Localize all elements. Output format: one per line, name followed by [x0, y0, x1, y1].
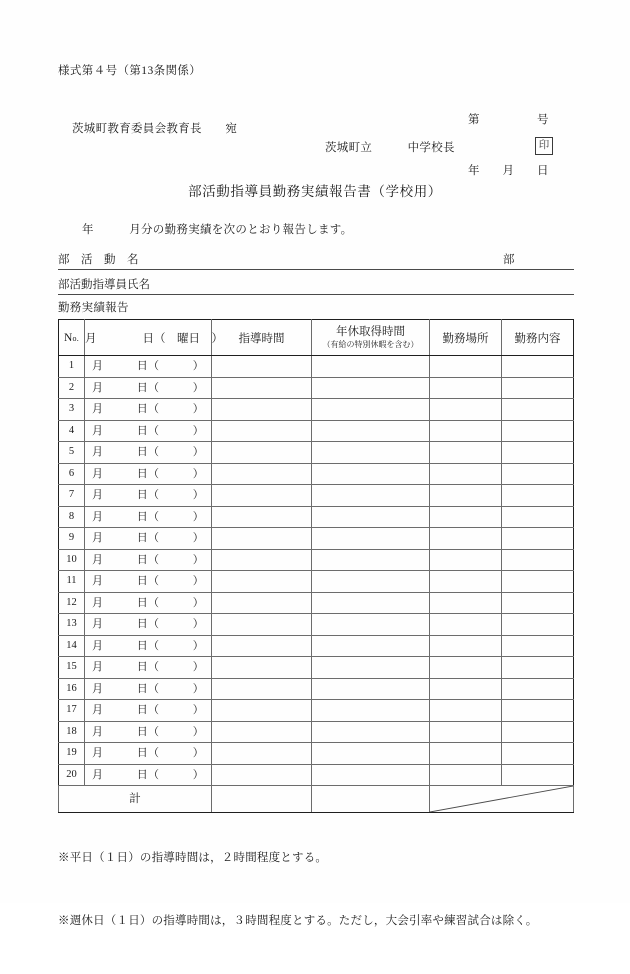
row-date-cell[interactable]: 月 日（ ） — [85, 485, 212, 507]
column-header-hours: 指導時間 — [212, 320, 312, 356]
row-number: 7 — [59, 485, 85, 507]
row-work-cell[interactable] — [502, 571, 574, 593]
table-row — [59, 356, 574, 378]
row-number: 3 — [59, 399, 85, 421]
row-work-cell[interactable] — [502, 721, 574, 743]
row-number: 16 — [59, 678, 85, 700]
row-place-cell[interactable] — [430, 463, 502, 485]
row-hours-cell[interactable] — [212, 377, 312, 399]
row-date-cell[interactable]: 月 日（ ） — [85, 549, 212, 571]
table-row — [59, 764, 574, 786]
row-work-cell[interactable] — [502, 442, 574, 464]
form-code: 様式第４号（第13条関係） — [58, 65, 202, 77]
notes-block — [58, 806, 537, 974]
row-leave-cell[interactable] — [312, 764, 430, 786]
row-work-cell[interactable] — [502, 356, 574, 378]
row-place-cell[interactable] — [430, 721, 502, 743]
instructor-name-label: 部活動指導員氏名 — [58, 279, 150, 291]
table-row — [59, 614, 574, 636]
row-hours-cell[interactable] — [212, 420, 312, 442]
row-place-cell[interactable] — [430, 442, 502, 464]
row-number: 5 — [59, 442, 85, 464]
row-hours-cell[interactable] — [212, 592, 312, 614]
row-work-cell[interactable] — [502, 485, 574, 507]
row-hours-cell[interactable] — [212, 700, 312, 722]
row-work-cell[interactable] — [502, 399, 574, 421]
row-number: 1 — [59, 356, 85, 378]
row-number: 9 — [59, 528, 85, 550]
table-row — [59, 442, 574, 464]
row-leave-cell[interactable] — [312, 678, 430, 700]
table-row — [59, 549, 574, 571]
row-date-cell[interactable]: 月 日（ ） — [85, 399, 212, 421]
club-name-suffix: 部 — [503, 254, 515, 266]
row-number: 15 — [59, 657, 85, 679]
column-header-date: 月 日（ 曜日 ） — [85, 320, 212, 356]
table-row — [59, 399, 574, 421]
table-row — [59, 657, 574, 679]
row-place-cell[interactable] — [430, 614, 502, 636]
table-row — [59, 528, 574, 550]
row-place-cell[interactable] — [430, 635, 502, 657]
row-number: 4 — [59, 420, 85, 442]
row-place-cell[interactable] — [430, 420, 502, 442]
row-hours-cell[interactable] — [212, 614, 312, 636]
table-row — [59, 377, 574, 399]
row-hours-cell[interactable] — [212, 528, 312, 550]
row-leave-cell[interactable] — [312, 356, 430, 378]
row-work-cell[interactable] — [502, 657, 574, 679]
row-hours-cell[interactable] — [212, 442, 312, 464]
row-number: 13 — [59, 614, 85, 636]
row-work-cell[interactable] — [502, 678, 574, 700]
row-work-cell[interactable] — [502, 743, 574, 765]
row-place-cell[interactable] — [430, 700, 502, 722]
row-leave-cell[interactable] — [312, 528, 430, 550]
row-place-cell[interactable] — [430, 506, 502, 528]
document-number: 第 号 — [468, 114, 549, 126]
row-number: 18 — [59, 721, 85, 743]
row-number: 11 — [59, 571, 85, 593]
work-record-table — [58, 319, 574, 813]
row-hours-cell[interactable] — [212, 356, 312, 378]
row-place-cell[interactable] — [430, 678, 502, 700]
row-hours-cell[interactable] — [212, 657, 312, 679]
row-place-cell[interactable] — [430, 549, 502, 571]
row-hours-cell[interactable] — [212, 678, 312, 700]
document-date: 年 月 日 — [468, 165, 549, 177]
table-row — [59, 592, 574, 614]
table-row — [59, 506, 574, 528]
row-date-cell[interactable]: 月 日（ ） — [85, 743, 212, 765]
row-number: 19 — [59, 743, 85, 765]
addressee-line: 茨城町教育委員会教育長 宛 — [72, 123, 238, 135]
table-row — [59, 571, 574, 593]
row-date-cell[interactable]: 月 日（ ） — [85, 528, 212, 550]
row-leave-cell[interactable] — [312, 377, 430, 399]
column-header-no-prefix: N — [64, 331, 73, 344]
row-number: 20 — [59, 764, 85, 786]
row-place-cell[interactable] — [430, 356, 502, 378]
row-number: 8 — [59, 506, 85, 528]
page-title: 部活動指導員勤務実績報告書（学校用） — [188, 184, 442, 199]
row-hours-cell[interactable] — [212, 764, 312, 786]
section-label: 勤務実績報告 — [58, 302, 129, 314]
column-header-place: 勤務場所 — [430, 320, 502, 356]
table-row — [59, 721, 574, 743]
note-weekend: ※週休日（１日）の指導時間は，３時間程度とする。ただし，大会引率や練習試合は除く。 — [58, 915, 538, 927]
row-leave-cell[interactable] — [312, 635, 430, 657]
table-row — [59, 678, 574, 700]
row-date-cell[interactable]: 月 日（ ） — [85, 700, 212, 722]
row-work-cell[interactable] — [502, 420, 574, 442]
column-header-no — [59, 320, 85, 356]
table-row — [59, 635, 574, 657]
row-leave-cell[interactable] — [312, 485, 430, 507]
seal-stamp-box: 印 — [535, 137, 553, 155]
row-leave-cell[interactable] — [312, 592, 430, 614]
row-hours-cell[interactable] — [212, 463, 312, 485]
row-work-cell[interactable] — [502, 377, 574, 399]
row-place-cell[interactable] — [430, 399, 502, 421]
table-row — [59, 485, 574, 507]
total-label: 計 — [59, 786, 212, 813]
row-hours-cell[interactable] — [212, 506, 312, 528]
row-work-cell[interactable] — [502, 506, 574, 528]
row-date-cell[interactable]: 月 日（ ） — [85, 356, 212, 378]
row-place-cell[interactable] — [430, 764, 502, 786]
row-date-cell[interactable]: 月 日（ ） — [85, 721, 212, 743]
row-leave-cell[interactable] — [312, 743, 430, 765]
row-place-cell[interactable] — [430, 743, 502, 765]
row-work-cell[interactable] — [502, 528, 574, 550]
row-number: 14 — [59, 635, 85, 657]
row-leave-cell[interactable] — [312, 721, 430, 743]
row-date-cell[interactable]: 月 日（ ） — [85, 614, 212, 636]
row-hours-cell[interactable] — [212, 549, 312, 571]
row-place-cell[interactable] — [430, 528, 502, 550]
row-hours-cell[interactable] — [212, 721, 312, 743]
row-work-cell[interactable] — [502, 614, 574, 636]
row-date-cell[interactable]: 月 日（ ） — [85, 592, 212, 614]
row-date-cell[interactable]: 月 日（ ） — [85, 764, 212, 786]
row-date-cell[interactable]: 月 日（ ） — [85, 657, 212, 679]
row-hours-cell[interactable] — [212, 485, 312, 507]
row-date-cell[interactable]: 月 日（ ） — [85, 506, 212, 528]
row-date-cell[interactable]: 月 日（ ） — [85, 377, 212, 399]
row-work-cell[interactable] — [502, 635, 574, 657]
row-number: 6 — [59, 463, 85, 485]
row-work-cell[interactable] — [502, 549, 574, 571]
row-work-cell[interactable] — [502, 764, 574, 786]
row-place-cell[interactable] — [430, 592, 502, 614]
row-number: 17 — [59, 700, 85, 722]
row-leave-cell[interactable] — [312, 463, 430, 485]
row-leave-cell[interactable] — [312, 657, 430, 679]
row-date-cell[interactable]: 月 日（ ） — [85, 442, 212, 464]
row-work-cell[interactable] — [502, 592, 574, 614]
row-work-cell[interactable] — [502, 463, 574, 485]
column-header-leave-sub: （有給の特別休暇を含む） — [322, 339, 419, 349]
club-name-field[interactable] — [58, 250, 574, 270]
row-leave-cell[interactable] — [312, 420, 430, 442]
row-leave-cell[interactable] — [312, 399, 430, 421]
intro-sentence: 年 月分の勤務実績を次のとおり報告します。 — [82, 224, 353, 236]
row-date-cell[interactable]: 月 日（ ） — [85, 678, 212, 700]
row-hours-cell[interactable] — [212, 743, 312, 765]
column-header-no-suffix: o. — [72, 333, 79, 343]
table-header-row — [59, 320, 574, 356]
row-number: 2 — [59, 377, 85, 399]
row-place-cell[interactable] — [430, 485, 502, 507]
row-place-cell[interactable] — [430, 657, 502, 679]
row-leave-cell[interactable] — [312, 571, 430, 593]
row-hours-cell[interactable] — [212, 635, 312, 657]
row-place-cell[interactable] — [430, 571, 502, 593]
table-row — [59, 463, 574, 485]
row-leave-cell[interactable] — [312, 506, 430, 528]
row-date-cell[interactable]: 月 日（ ） — [85, 571, 212, 593]
column-header-leave — [312, 320, 430, 356]
column-header-leave-main: 年休取得時間 — [336, 325, 405, 338]
row-place-cell[interactable] — [430, 377, 502, 399]
instructor-name-field[interactable] — [58, 275, 574, 295]
row-number: 10 — [59, 549, 85, 571]
table-row — [59, 420, 574, 442]
row-hours-cell[interactable] — [212, 399, 312, 421]
row-date-cell[interactable]: 月 日（ ） — [85, 463, 212, 485]
row-leave-cell[interactable] — [312, 614, 430, 636]
table-row — [59, 743, 574, 765]
row-number: 12 — [59, 592, 85, 614]
row-leave-cell[interactable] — [312, 700, 430, 722]
note-weekday: ※平日（１日）の指導時間は，２時間程度とする。 — [58, 852, 328, 864]
row-leave-cell[interactable] — [312, 442, 430, 464]
row-date-cell[interactable]: 月 日（ ） — [85, 635, 212, 657]
club-name-label: 部 活 動 名 — [58, 254, 139, 266]
row-date-cell[interactable]: 月 日（ ） — [85, 420, 212, 442]
row-work-cell[interactable] — [502, 700, 574, 722]
column-header-work: 勤務内容 — [502, 320, 574, 356]
row-hours-cell[interactable] — [212, 571, 312, 593]
table-row — [59, 700, 574, 722]
sender-line: 茨城町立 中学校長 — [325, 142, 455, 154]
row-leave-cell[interactable] — [312, 549, 430, 571]
